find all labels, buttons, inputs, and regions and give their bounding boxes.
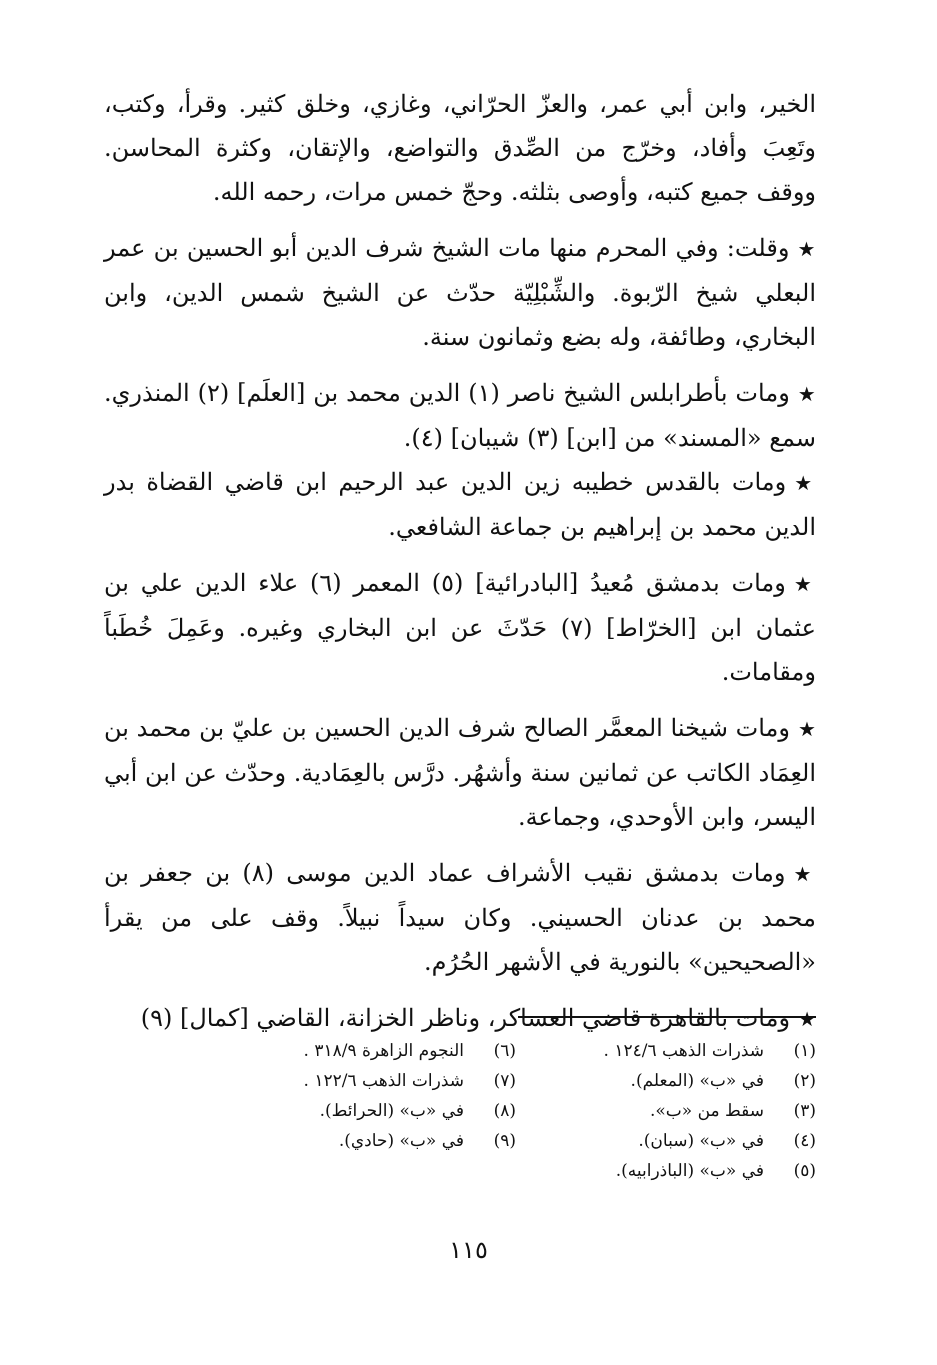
footnote-item [256, 1096, 516, 1126]
star-icon: ★ [797, 382, 816, 406]
footnote-number: (٨) [493, 1101, 516, 1121]
footnote-number: (١) [793, 1041, 816, 1061]
footnote-item [556, 1036, 816, 1066]
paragraph-continuation [104, 82, 816, 214]
footnote-number: (٢) [793, 1071, 816, 1091]
footnotes [230, 1036, 816, 1186]
star-icon: ★ [794, 471, 817, 495]
paragraph-entry [104, 460, 816, 549]
main-text [104, 82, 816, 1041]
paragraph-text: وقلت: وفي المحرم منها مات الشيخ شرف الدين أبو الحسين بن عمر البعلي شيخ الرّبوة. والشِّبْلِيّة حدّث عن الشيخ شمس الدين، وابن البخاري، وطائفة، وله بضع وثمانون سنة. [104, 234, 816, 351]
footnote-divider [518, 1016, 816, 1018]
footnote-text: في «ب» (الحرائط). [319, 1101, 464, 1121]
footnote-number: (٩) [493, 1131, 516, 1151]
star-icon: ★ [797, 237, 816, 261]
paragraph-entry [104, 226, 816, 359]
footnote-number: (٤) [793, 1131, 816, 1151]
footnote-item [256, 1126, 516, 1156]
footnotes-right-column [556, 1036, 816, 1186]
star-icon: ★ [798, 1007, 816, 1031]
paragraph-entry [104, 996, 816, 1041]
footnote-item [556, 1066, 816, 1096]
paragraph-text: ومات بدمشق نقيب الأشراف عماد الدين موسى (٨) بن جعفر بن محمد بن عدنان الحسيني. وكان سيداً نبيلاً. وقف على من يقرأ «الصحيحين» بالنورية في الأشهر الحُرُم. [104, 859, 816, 976]
footnote-item [256, 1036, 516, 1066]
footnote-text: شذرات الذهب ١٢٢/٦ . [303, 1071, 464, 1091]
paragraph-entry [104, 561, 816, 694]
paragraph-text: ومات بالقدس خطيبه زين الدين عبد الرحيم ابن قاضي القضاة بدر الدين محمد بن إبراهيم بن جماعة الشافعي. [104, 468, 816, 541]
paragraph-text: ومات بالقاهرة قاضي العساكر، وناظر الخزانة، القاضي [كمال] (٩) [140, 1004, 791, 1032]
star-icon: ★ [793, 862, 816, 886]
footnote-text: في «ب» (المعلم). [630, 1071, 764, 1091]
footnote-item [256, 1066, 516, 1096]
footnote-text: في «ب» (حادي). [338, 1131, 464, 1151]
footnote-number: (٧) [493, 1071, 516, 1091]
footnote-text: النجوم الزاهرة ٣١٨/٩ . [303, 1041, 464, 1061]
star-icon: ★ [793, 572, 816, 596]
footnote-number: (٣) [793, 1101, 816, 1121]
footnote-item [556, 1126, 816, 1156]
footnote-text: سقط من «ب». [649, 1101, 764, 1121]
footnotes-left-column [256, 1036, 516, 1186]
footnote-text: في «ب» (سبان). [638, 1131, 764, 1151]
paragraph-entry [104, 706, 816, 839]
footnote-number: (٦) [493, 1041, 516, 1061]
paragraph-text: الخير، وابن أبي عمر، والعزّ الحرّاني، وغازي، وخلق كثير. وقرأ، وكتب، وتَعِبَ وأفاد، وخرّج من الصِّدق والتواضع، والإتقان، وكثرة المحاسن. ووقف جميع كتبه، وأوصى بثلثه. وحجّ خمس مرات، رحمه الله. [104, 90, 816, 206]
footnote-number: (٥) [793, 1161, 816, 1181]
footnote-item [556, 1156, 816, 1186]
footnote-text: شذرات الذهب ١٢٤/٦ . [603, 1041, 764, 1061]
paragraph-text: ومات شيخنا المعمَّر الصالح شرف الدين الحسين بن عليّ بن محمد بن العِمَاد الكاتب عن ثمانين سنة وأشهُر. درَّس بالعِمَادية. وحدّث عن ابن أبي اليسر، وابن الأوحدي، وجماعة. [104, 714, 816, 831]
footnote-text: في «ب» (الباذرابيه). [615, 1161, 764, 1181]
paragraph-entry [104, 851, 816, 984]
star-icon: ★ [798, 717, 816, 741]
paragraph-entry [104, 371, 816, 460]
page-number: ١١٥ [449, 1236, 488, 1264]
paragraph-text: ومات بأطرابلس الشيخ ناصر (١) الدين محمد بن [العلَم] (٢) المنذري. سمع «المسند» من [ابن] (٣) شيبان] (٤). [104, 379, 816, 452]
paragraph-text: ومات بدمشق مُعيدُ [البادرائية] (٥) المعمر (٦) علاء الدين علي بن عثمان ابن [الخرّاط] (٧) حَدّثَ عن ابن البخاري وغيره. وعَمِلَ خُطَباً ومقامات. [104, 569, 816, 686]
footnote-item [556, 1096, 816, 1126]
